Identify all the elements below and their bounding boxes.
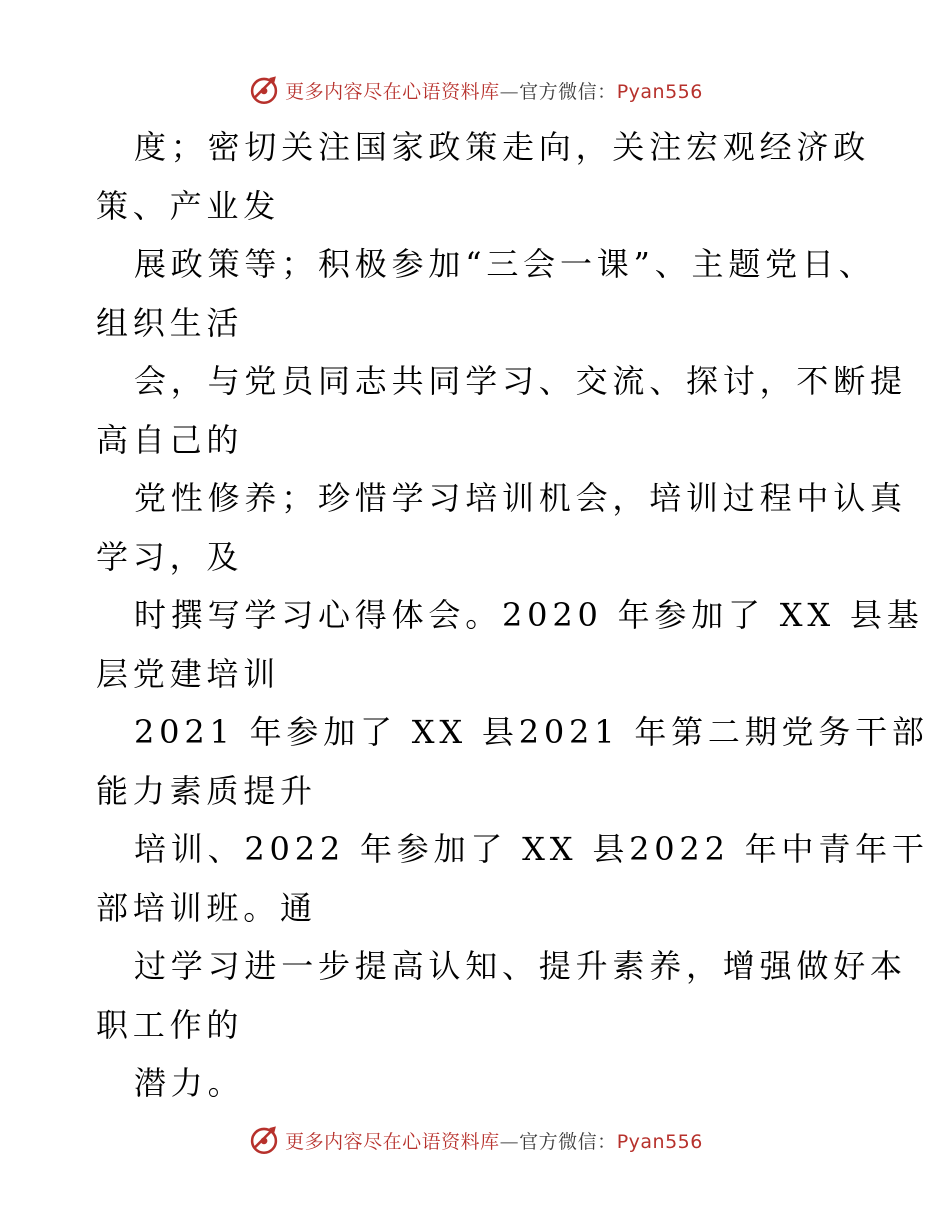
text-line: 部培训班。通: [96, 888, 317, 927]
pen-nib-logo-icon: [247, 73, 281, 107]
pen-nib-logo-icon: [247, 1123, 281, 1157]
text-line: 度；密切关注国家政策走向，关注宏观经济政: [134, 128, 871, 166]
header-wechat-label: 官方微信：: [519, 80, 617, 103]
footer-wechat-id: Pyan556: [616, 1130, 703, 1153]
footer-watermark-banner: [0, 1120, 950, 1160]
header-separator: —: [499, 80, 520, 103]
document-body: [96, 118, 929, 1113]
text-line: 能力素质提升: [96, 771, 317, 810]
header-wechat-id: Pyan556: [616, 80, 703, 103]
text-line: 潜力。: [134, 1064, 245, 1102]
footer-banner-text: [285, 1127, 703, 1154]
footer-wechat-label: 官方微信：: [519, 1130, 617, 1153]
text-line: 层党建培训: [96, 654, 281, 693]
text-line: 组织生活: [96, 303, 244, 342]
text-line: 会，与党员同志共同学习、交流、探讨，不断提: [134, 362, 907, 400]
text-line: 党性修养；珍惜学习培训机会，培训过程中认真: [134, 479, 907, 517]
text-line: 2021 年参加了 XX 县2021 年第二期党务干部: [134, 713, 929, 751]
text-line: 学习，及: [96, 537, 244, 576]
text-line: 展政策等；积极参加“三会一课”、主题党日、: [134, 245, 876, 283]
text-line: 时撰写学习心得体会。2020 年参加了 XX 县基: [134, 596, 924, 634]
header-site-text: 更多内容尽在心语资料库: [285, 80, 500, 103]
text-line: 过学习进一步提高认知、提升素养，增强做好本: [134, 947, 907, 985]
footer-site-text: 更多内容尽在心语资料库: [285, 1130, 500, 1153]
text-line: 策、产业发: [96, 186, 281, 225]
header-watermark-banner: [0, 70, 950, 110]
header-banner-text: [285, 77, 703, 104]
text-line: 培训、2022 年参加了 XX 县2022 年中青年干: [134, 830, 929, 868]
text-line: 高自己的: [96, 420, 244, 459]
footer-separator: —: [499, 1130, 520, 1153]
text-line: 职工作的: [96, 1005, 244, 1044]
